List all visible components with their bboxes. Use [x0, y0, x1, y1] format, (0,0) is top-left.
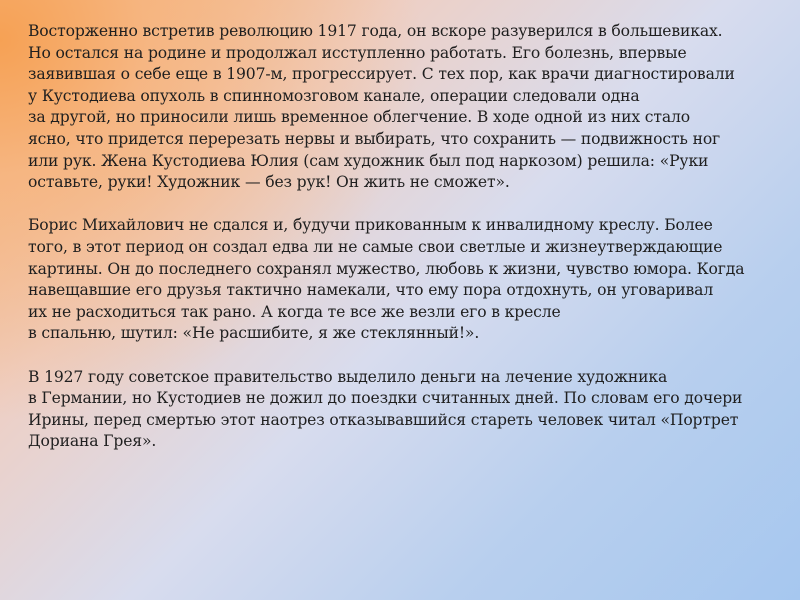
text-line: Борис Михайлович не сдался и, будучи прикованным к инвалидному креслу. Более — [28, 216, 713, 235]
text-line: навещавшие его друзья тактично намекали, что ему пора отдохнуть, он уговаривал — [28, 281, 714, 300]
text-line: в спальню, шутил: «Не расшибите, я же стеклянный!». — [28, 324, 480, 343]
text-line: за другой, но приносили лишь временное облегчение. В ходе одной из них стало — [28, 108, 691, 127]
text-line: Но остался на родине и продолжал исступленно работать. Его болезнь, впервые — [28, 43, 687, 62]
slide-text — [28, 21, 778, 453]
paragraph-spacer — [28, 194, 778, 216]
text-line: В 1927 году советское правительство выделило деньги на лечение художника — [28, 367, 668, 386]
text-line: Ирины, перед смертью этот наотрез отказывавшийся стареть человек читал «Портрет — [28, 410, 739, 429]
text-line: картины. Он до последнего сохранял мужество, любовь к жизни, чувство юмора. Когда — [28, 259, 745, 278]
paragraph-revolution — [28, 21, 778, 194]
text-line: оставьте, руки! Художник — без рук! Он жить не сможет». — [28, 173, 510, 192]
text-line: заявившая о себе еще в 1907-м, прогрессирует. С тех пор, как врачи диагностировали — [28, 65, 735, 84]
text-line: их не расходиться так рано. А когда те все же везли его в кресле — [28, 302, 561, 321]
text-line: Дориана Грея». — [28, 432, 157, 451]
text-line: у Кустодиева опухоль в спинномозговом канале, операции следовали одна — [28, 86, 640, 105]
text-line: в Германии, но Кустодиев не дожил до поездки считанных дней. По словам его дочери — [28, 389, 743, 408]
text-line: или рук. Жена Кустодиева Юлия (сам художник был под наркозом) решила: «Руки — [28, 151, 709, 170]
paragraph-final-years — [28, 367, 778, 453]
paragraph-courage — [28, 215, 778, 345]
text-line: ясно, что придется перерезать нервы и выбирать, что сохранить — подвижность ног — [28, 129, 721, 148]
paragraph-spacer — [28, 345, 778, 367]
text-line: Восторженно встретив революцию 1917 года, он вскоре разуверился в большевиках. — [28, 22, 723, 40]
text-line: того, в этот период он создал едва ли не самые свои светлые и жизнеутверждающие — [28, 237, 723, 256]
